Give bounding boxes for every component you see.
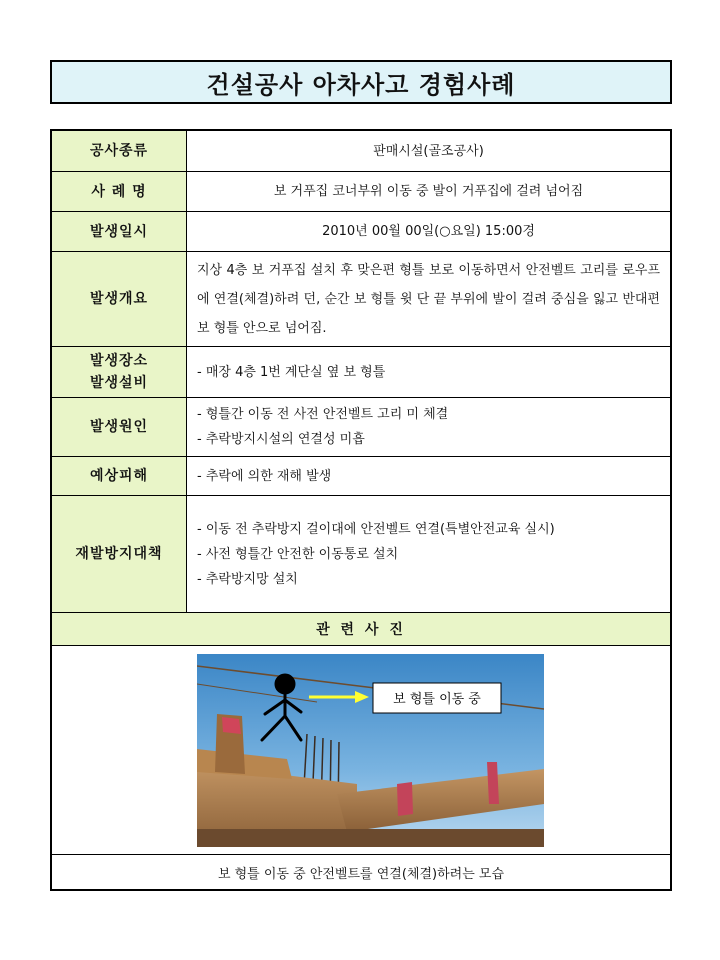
value-text: - 사전 형틀간 안전한 이동통로 설치 bbox=[197, 546, 399, 562]
row-cause bbox=[52, 398, 670, 457]
label-prevention: 재발방지대책 bbox=[52, 496, 187, 612]
photo-area bbox=[52, 646, 670, 855]
row-case-name bbox=[52, 172, 670, 212]
value-text: - 형틀간 이동 전 사전 안전벨트 고리 미 체결 bbox=[197, 407, 449, 422]
value-text: 2010년 00월 00일(○요일) 15:00경 bbox=[322, 224, 535, 239]
value-location bbox=[187, 347, 670, 397]
deck-shadow bbox=[197, 829, 544, 847]
page-title: 건설공사 아차사고 경험사례 bbox=[50, 60, 672, 104]
row-expected-damage bbox=[52, 457, 670, 496]
photo-caption: 보 형틀 이동 중 안전벨트를 연결(체결)하려는 모습 bbox=[217, 866, 505, 882]
label-construction-type: 공사종류 bbox=[52, 131, 187, 171]
label-occurrence-date: 발생일시 bbox=[52, 212, 187, 251]
value-construction-type bbox=[187, 131, 670, 171]
report-form bbox=[50, 129, 672, 891]
value-text: 보 거푸집 코너부위 이동 중 발이 거푸집에 걸려 넘어짐 bbox=[273, 184, 584, 199]
row-overview bbox=[52, 252, 670, 347]
label-overview: 발생개요 bbox=[52, 252, 187, 346]
value-text: - 추락방지시설의 연결성 미흡 bbox=[197, 432, 365, 447]
value-text: - 매장 4층 1번 계단실 옆 보 형틀 bbox=[197, 364, 386, 380]
red-support bbox=[487, 762, 499, 804]
label-location: 발생장소 발생설비 bbox=[52, 347, 187, 397]
value-prevention bbox=[187, 496, 670, 612]
red-support bbox=[222, 717, 241, 734]
value-overview bbox=[187, 252, 670, 346]
value-text: - 이동 전 추락방지 걸이대에 안전벨트 연결(특별안전교육 실시) bbox=[197, 521, 555, 537]
value-expected-damage bbox=[187, 457, 670, 495]
label-expected-damage: 예상피해 bbox=[52, 457, 187, 495]
value-text: 판매시설(골조공사) bbox=[373, 143, 484, 159]
photo-section-header: 관 련 사 진 bbox=[52, 613, 670, 646]
label-cause: 발생원인 bbox=[52, 398, 187, 456]
label-case-name: 사 례 명 bbox=[52, 172, 187, 211]
site-photo bbox=[197, 654, 544, 847]
value-case-name bbox=[187, 172, 670, 211]
row-construction-type bbox=[52, 131, 670, 172]
value-cause bbox=[187, 398, 670, 456]
red-support bbox=[397, 782, 413, 816]
value-text: - 추락방지망 설치 bbox=[197, 571, 298, 587]
row-occurrence-date bbox=[52, 212, 670, 252]
value-occurrence-date bbox=[187, 212, 670, 251]
row-prevention bbox=[52, 496, 670, 613]
row-location bbox=[52, 347, 670, 398]
value-text: - 추락에 의한 재해 발생 bbox=[197, 468, 332, 484]
callout-label: 보 형틀 이동 중 bbox=[393, 692, 481, 707]
value-text: 지상 4층 보 거푸집 설치 후 맞은편 형틀 보로 이동하면서 안전벨트 고리를 로우프에 연결(체결)하려 던, 순간 보 형틀 윗 단 끝 부위에 발이 걸려 중심을 잃고 반대편 보 형틀 안으로 넘어짐. bbox=[197, 262, 660, 336]
